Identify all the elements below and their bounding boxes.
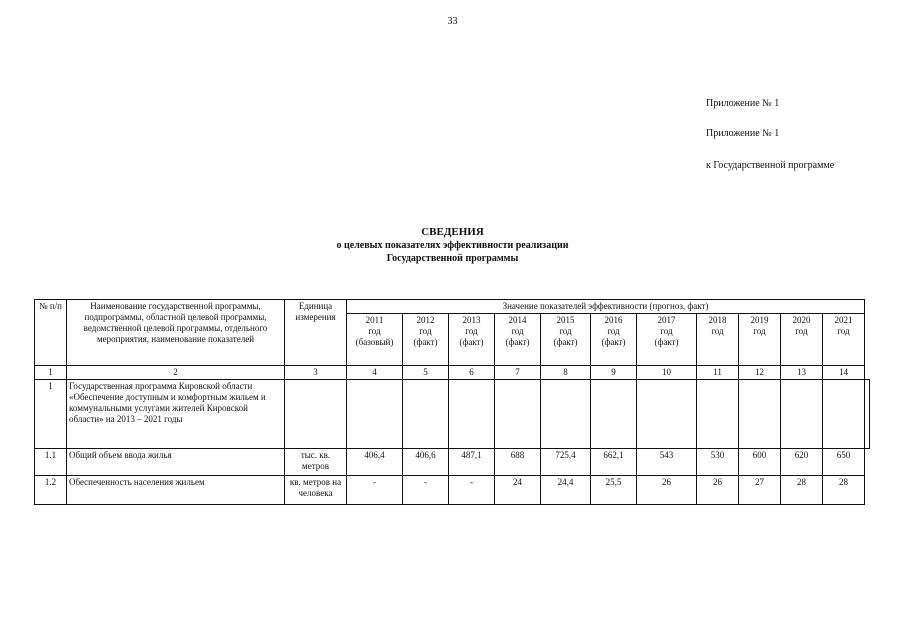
column-number: 2: [67, 366, 285, 380]
indicator-name: Общий объем ввода жилья: [67, 449, 285, 476]
header-year: 2018 год: [697, 314, 739, 366]
value-cell: 406,6: [403, 449, 449, 476]
column-number: 4: [347, 366, 403, 380]
header-name: Наименование государственной программы, подпрограммы, областной целевой программы, ведомственной целевой программы, отдельного мероприятия, наименование показателей: [67, 300, 285, 366]
value-cell: 650: [823, 449, 865, 476]
value-cell: 26: [637, 476, 697, 505]
value-cell: -: [449, 476, 495, 505]
value-cell: 28: [781, 476, 823, 505]
empty-cell: [865, 380, 870, 449]
header-unit: Единица измерения: [285, 300, 347, 366]
program-name: Государственная программа Кировской области «Обеспечение доступным и комфортным жильем и коммунальными услугами жителей Кировской области» на 2013 – 2021 годы: [67, 380, 285, 449]
title-line-3: Государственной программы: [386, 253, 519, 264]
empty-cell: [347, 380, 403, 449]
unit-cell: кв. метров на человека: [285, 476, 347, 505]
value-cell: 530: [697, 449, 739, 476]
value-cell: 28: [823, 476, 865, 505]
value-cell: 24,4: [541, 476, 591, 505]
column-number: 1: [35, 366, 67, 380]
empty-cell: [285, 380, 347, 449]
value-cell: 24: [495, 476, 541, 505]
column-number: 10: [637, 366, 697, 380]
empty-cell: [591, 380, 637, 449]
column-number: 8: [541, 366, 591, 380]
value-cell: 543: [637, 449, 697, 476]
header-year: 2015 год (факт): [541, 314, 591, 366]
value-cell: 620: [781, 449, 823, 476]
annex-line-2: Приложение № 1: [706, 128, 780, 139]
header-num: № п/п: [35, 300, 67, 366]
empty-cell: [403, 380, 449, 449]
column-number: 14: [823, 366, 865, 380]
value-cell: 688: [495, 449, 541, 476]
value-cell: 26: [697, 476, 739, 505]
unit-cell: тыс. кв. метров: [285, 449, 347, 476]
value-cell: 487,1: [449, 449, 495, 476]
value-cell: -: [403, 476, 449, 505]
column-number: 7: [495, 366, 541, 380]
indicators-table: [34, 299, 870, 505]
header-year: 2014 год (факт): [495, 314, 541, 366]
header-year: 2012 год (факт): [403, 314, 449, 366]
column-number: 3: [285, 366, 347, 380]
empty-cell: [637, 380, 697, 449]
header-year: 2016 год (факт): [591, 314, 637, 366]
header-year: 2019 год: [739, 314, 781, 366]
value-cell: 725,4: [541, 449, 591, 476]
annex-line-3: к Государственной программе: [706, 160, 835, 171]
value-cell: 25,5: [591, 476, 637, 505]
header-values-group: Значение показателей эффективности (прогноз, факт): [347, 300, 865, 314]
row-num: 1.2: [35, 476, 67, 505]
empty-cell: [697, 380, 739, 449]
annex-line-1: Приложение № 1: [706, 98, 780, 109]
table-row: [35, 476, 870, 505]
empty-cell: [823, 380, 865, 449]
title-line-1: СВЕДЕНИЯ: [421, 226, 484, 238]
table-row: [35, 449, 870, 476]
page-number: 33: [447, 16, 458, 27]
column-numbers-row: [35, 366, 870, 380]
row-num: 1.1: [35, 449, 67, 476]
column-number: 6: [449, 366, 495, 380]
program-row: [35, 380, 870, 449]
value-cell: -: [347, 476, 403, 505]
empty-cell: [495, 380, 541, 449]
value-cell: 27: [739, 476, 781, 505]
header-year: 2017 год (факт): [637, 314, 697, 366]
title-line-2: о целевых показателях эффективности реализации: [336, 240, 569, 251]
empty-cell: [781, 380, 823, 449]
empty-cell: [449, 380, 495, 449]
column-number: 11: [697, 366, 739, 380]
header-year: 2021 год: [823, 314, 865, 366]
value-cell: 662,1: [591, 449, 637, 476]
empty-cell: [541, 380, 591, 449]
empty-cell: [739, 380, 781, 449]
document-title: [0, 226, 905, 265]
value-cell: 406,4: [347, 449, 403, 476]
indicator-name: Обеспеченность населения жильем: [67, 476, 285, 505]
column-number: 9: [591, 366, 637, 380]
header-year: 2013 год (факт): [449, 314, 495, 366]
column-number: 13: [781, 366, 823, 380]
header-year: 2011 год (базовый): [347, 314, 403, 366]
value-cell: 600: [739, 449, 781, 476]
row-num: 1: [35, 380, 67, 449]
column-number: 12: [739, 366, 781, 380]
column-number: 5: [403, 366, 449, 380]
header-year: 2020 год: [781, 314, 823, 366]
